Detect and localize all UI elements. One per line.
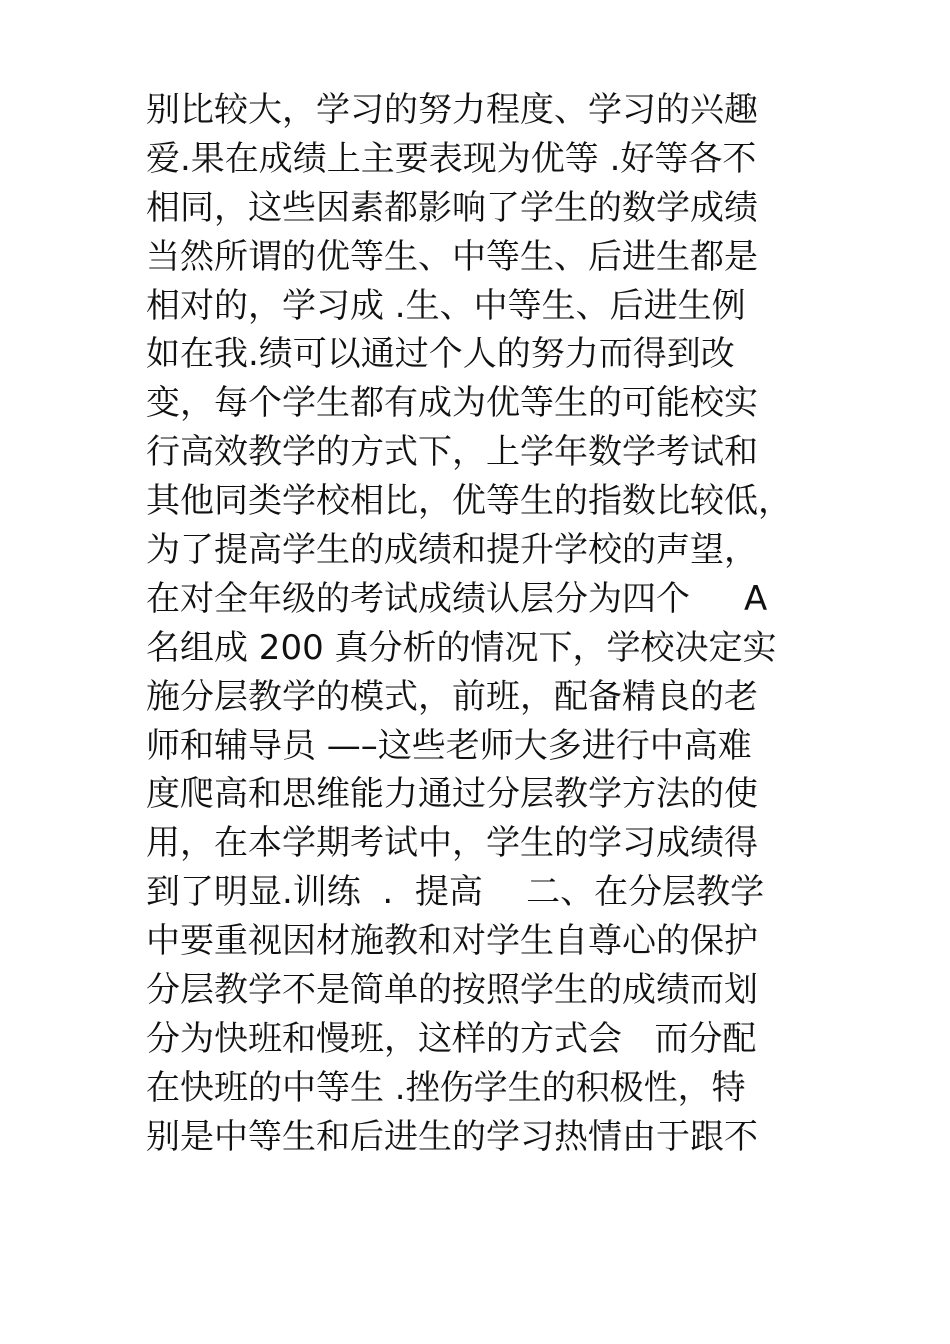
text-line: 为了提高学生的成绩和提升学校的声望，	[146, 530, 758, 571]
text-line: 变，每个学生都有成为优等生的可能校实	[146, 383, 758, 424]
text-line: 在对全年级的考试成绩认层分为四个 A	[146, 578, 768, 619]
text-line: 爱.果在成绩上主要表现为优等 .好等各不	[146, 138, 757, 179]
text-line: 别比较大，学习的努力程度、学习的兴趣	[146, 90, 758, 130]
text-line: 当然所谓的优等生、中等生、后进生都是	[146, 236, 758, 277]
text-line: 如在我.绩可以通过个人的努力而得到改	[146, 334, 735, 375]
text-line: 相同，这些因素都影响了学生的数学成绩	[146, 187, 758, 228]
text-line: 相对的，学习成 .生、中等生、后进生例	[146, 285, 746, 326]
text-line: 分层教学不是简单的按照学生的成绩而划	[146, 970, 758, 1011]
text-line: 度爬高和思维能力通过分层教学方法的使	[146, 774, 758, 815]
text-line: 施分层教学的模式，前班，配备精良的老	[146, 676, 758, 717]
text-line: 名组成 200 真分析的情况下，学校决定实	[146, 627, 777, 668]
text-line: 别是中等生和后进生的学习热情由于跟不	[146, 1116, 758, 1157]
text-line: 在快班的中等生 .挫伤学生的积极性，特	[146, 1067, 746, 1108]
body-text	[146, 86, 846, 1162]
text-line: 其他同类学校相比，优等生的指数比较低，	[146, 481, 792, 522]
text-line: 中要重视因材施教和对学生自尊心的保护	[146, 921, 758, 962]
text-line: 行高效教学的方式下，上学年数学考试和	[146, 432, 758, 473]
text-line: 到了明显.训练 . 提高 二、在分层教学	[146, 872, 765, 913]
text-line: 师和辅导员 —–这些老师大多进行中高难	[146, 725, 752, 766]
text-line: 用，在本学期考试中，学生的学习成绩得	[146, 823, 758, 864]
text-line: 分为快班和慢班，这样的方式会 而分配	[146, 1018, 757, 1059]
